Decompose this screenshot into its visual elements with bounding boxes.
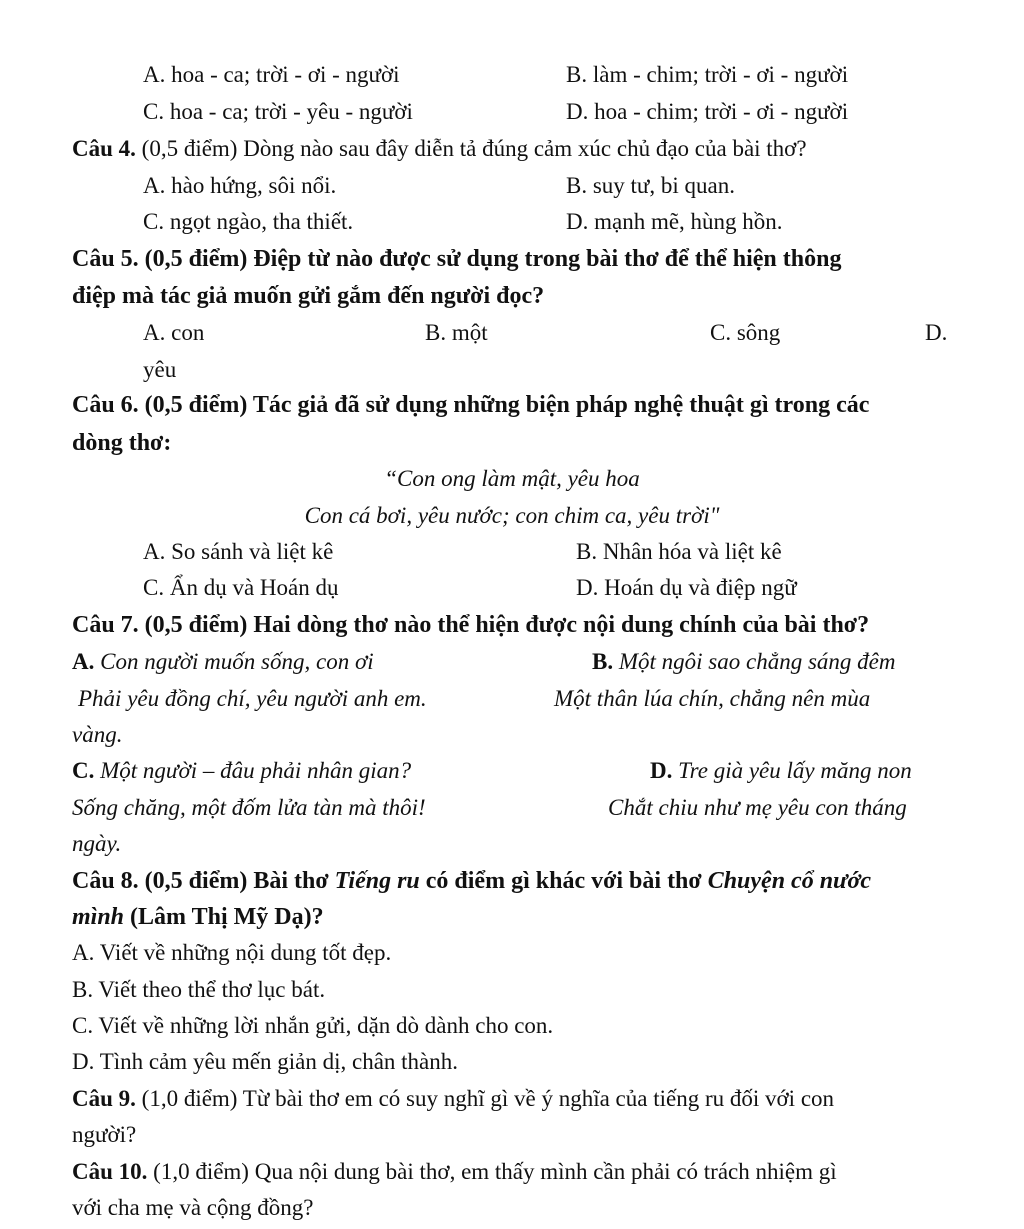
q3-option-d: D. hoa - chim; trời - ơi - người <box>566 99 849 124</box>
q6-option-c: C. Ẩn dụ và Hoán dụ <box>143 575 339 600</box>
q10-label: Câu 10. <box>72 1159 148 1184</box>
q7-option-b-line3: vàng. <box>72 722 123 747</box>
q4-label: Câu 4. <box>72 136 136 161</box>
q7-option-a-line1 <box>72 647 374 677</box>
q6-stem-line2: dòng thơ: <box>72 430 172 456</box>
q4-option-c: C. ngọt ngào, tha thiết. <box>143 209 354 234</box>
q6-stem-line1: Câu 6. (0,5 điểm) Tác giả đã sử dụng những biện pháp nghệ thuật gì trong các <box>72 392 870 418</box>
q7-option-c-text: Một người – đâu phải nhân gian? <box>94 758 412 783</box>
q7-option-d-line3: ngày. <box>72 831 122 856</box>
q7-option-d-text: Tre già yêu lấy măng non <box>672 758 912 783</box>
q7-option-c-line2: Sống chăng, một đốm lửa tàn mà thôi! <box>72 795 426 820</box>
q9-text: (1,0 điểm) Từ bài thơ em có suy nghĩ gì về ý nghĩa của tiếng ru đối với con <box>135 1086 835 1111</box>
q7-option-b-line2: Một thân lúa chín, chẳng nên mùa <box>554 686 871 711</box>
q7-stem: Câu 7. (0,5 điểm) Hai dòng thơ nào thể hiện được nội dung chính của bài thơ? <box>72 612 870 638</box>
q8-title-minh: mình <box>72 904 125 930</box>
q3-option-b: B. làm - chim; trời - ơi - người <box>566 62 849 87</box>
q3-option-a: A. hoa - ca; trời - ơi - người <box>143 62 400 87</box>
q7-option-b-line1 <box>592 647 895 677</box>
q10-stem-line2: với cha mẹ và cộng đồng? <box>72 1195 314 1220</box>
q4-stem <box>72 134 807 164</box>
q8-option-c: C. Viết về những lời nhắn gửi, dặn dò dành cho con. <box>72 1013 554 1038</box>
q7-option-b-text: Một ngôi sao chẳng sáng đêm <box>613 649 896 674</box>
q8-title-chuyen-co: Chuyện cổ nước <box>707 868 871 894</box>
q5-option-d: D. <box>925 320 948 345</box>
q4-text: (0,5 điểm) Dòng nào sau đây diễn tả đúng cảm xúc chủ đạo của bài thơ? <box>135 136 807 161</box>
q7-option-c-line1 <box>72 756 411 786</box>
q9-label: Câu 9. <box>72 1086 136 1111</box>
q8-stem-line2 <box>72 902 324 932</box>
q6-option-b: B. Nhân hóa và liệt kê <box>576 539 782 564</box>
q7-option-d-line2: Chắt chiu như mẹ yêu con tháng <box>608 795 907 820</box>
q6-verse-line1: “Con ong làm mật, yêu hoa <box>384 466 640 491</box>
q7-option-d-line1 <box>650 756 912 786</box>
q6-option-d: D. Hoán dụ và điệp ngữ <box>576 575 797 600</box>
q8-stem-part1: Câu 8. (0,5 điểm) Bài thơ <box>72 868 335 894</box>
q8-option-b: B. Viết theo thể thơ lục bát. <box>72 977 326 1002</box>
q7-option-c-label: C. <box>72 758 95 783</box>
q8-option-d: D. Tình cảm yêu mến giản dị, chân thành. <box>72 1049 459 1074</box>
q7-option-d-label: D. <box>650 758 673 783</box>
q9-stem-line2: người? <box>72 1122 137 1147</box>
q8-option-a: A. Viết về những nội dung tốt đẹp. <box>72 940 392 965</box>
q5-option-c: C. sông <box>710 320 781 345</box>
q9-stem-line1 <box>72 1084 834 1114</box>
q6-option-a: A. So sánh và liệt kê <box>143 539 334 564</box>
q10-text: (1,0 điểm) Qua nội dung bài thơ, em thấy mình cần phải có trách nhiệm gì <box>147 1159 837 1184</box>
q4-option-b: B. suy tư, bi quan. <box>566 173 735 198</box>
q8-stem-part2: có điểm gì khác với bài thơ <box>419 868 708 894</box>
q5-stem-line2: điệp mà tác giả muốn gửi gắm đến người đọc? <box>72 283 545 309</box>
q8-stem-part3: (Lâm Thị Mỹ Dạ)? <box>124 904 324 930</box>
q6-verse-line2: Con cá bơi, yêu nước; con chim ca, yêu trời" <box>304 503 720 528</box>
q7-option-b-label: B. <box>592 649 614 674</box>
q3-option-c: C. hoa - ca; trời - yêu - người <box>143 99 413 124</box>
q7-option-a-line2: Phải yêu đồng chí, yêu người anh em. <box>78 686 427 711</box>
q7-option-a-label: A. <box>72 649 95 674</box>
q8-stem-line1 <box>72 866 871 896</box>
q5-option-d-wrap: yêu <box>143 357 177 382</box>
q5-stem-line1: Câu 5. (0,5 điểm) Điệp từ nào được sử dụng trong bài thơ để thể hiện thông <box>72 246 842 272</box>
q10-stem-line1 <box>72 1157 837 1187</box>
q5-option-b: B. một <box>425 320 488 345</box>
q7-option-a-text: Con người muốn sống, con ơi <box>94 649 374 674</box>
q4-option-a: A. hào hứng, sôi nổi. <box>143 173 337 198</box>
q4-option-d: D. mạnh mẽ, hùng hồn. <box>566 209 783 234</box>
q5-option-a: A. con <box>143 320 205 345</box>
q8-title-tieng-ru: Tiếng ru <box>334 868 420 894</box>
